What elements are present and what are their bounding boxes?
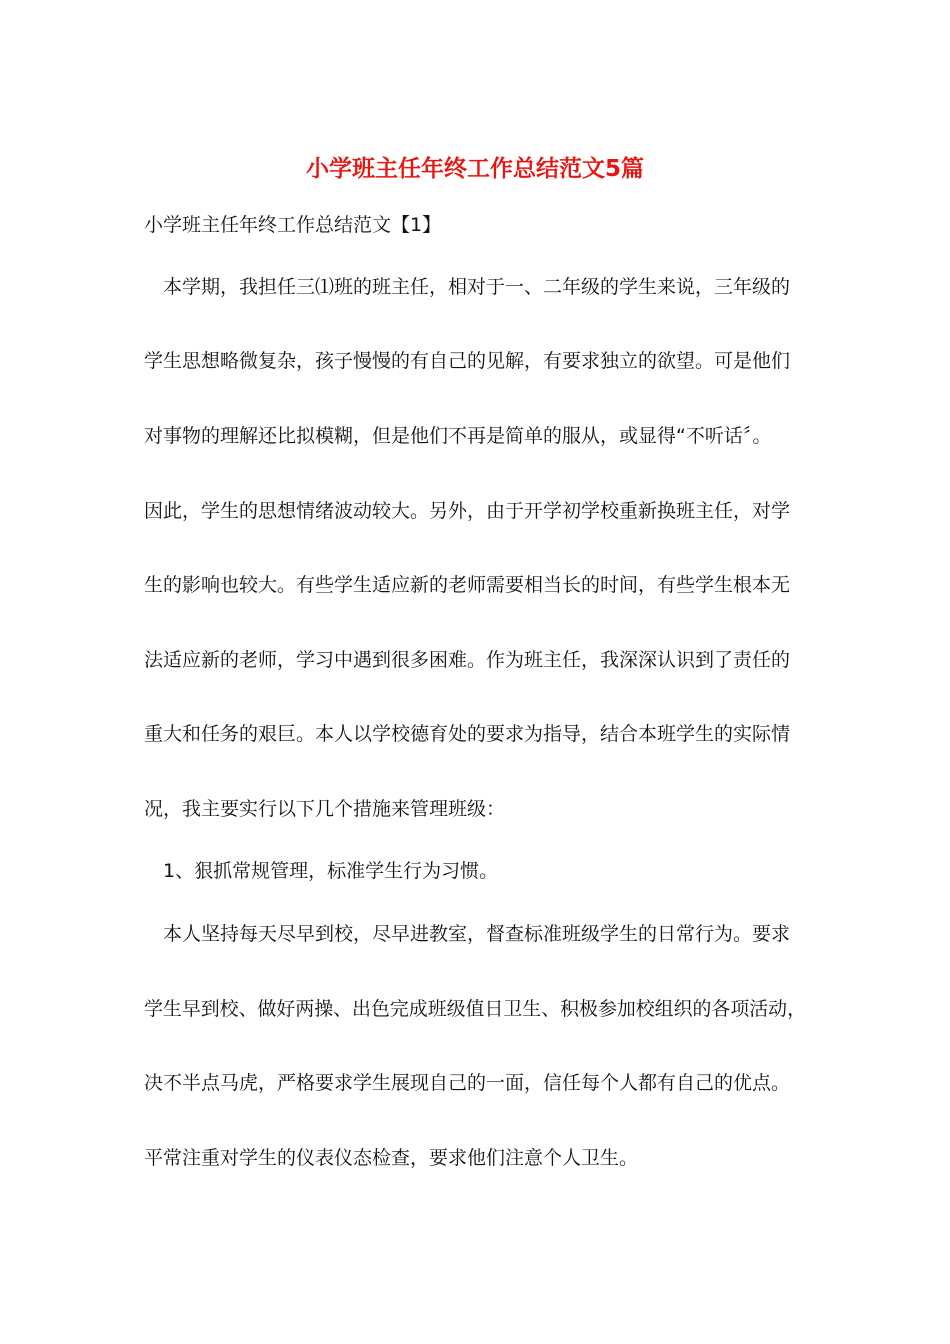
body-line-6: 法适应新的老师，学习中遇到很多困难。作为班主任，我深深认识到了责任的 [144,649,791,671]
body-line-7: 重大和任务的艰巨。本人以学校德育处的要求为指导，结合本班学生的实际情 [144,723,791,745]
body-line-5: 生的影响也较大。有些学生适应新的老师需要相当长的时间，有些学生根本无 [144,574,791,596]
list-item-1: 1、狠抓常规管理，标准学生行为习惯。 [144,860,499,882]
section-heading: 小学班主任年终工作总结范文【1】 [144,214,442,236]
body-line-11: 决不半点马虎，严格要求学生展现自己的一面，信任每个人都有自己的优点。 [144,1072,791,1094]
body-line-9: 本人坚持每天尽早到校，尽早进教室，督查标准班级学生的日常行为。要求 [144,923,791,945]
body-line-1: 本学期，我担任三⑴班的班主任，相对于一、二年级的学生来说，三年级的 [144,276,791,298]
body-line-12: 平常注重对学生的仪表仪态检查，要求他们注意个人卫生。 [144,1147,639,1169]
body-line-3: 对事物的理解还比拟模糊，但是他们不再是简单的服从，或显得“不听话〞。 [144,425,772,447]
body-line-10: 学生早到校、做好两操、出色完成班级值日卫生、积极参加校组织的各项活动， [144,998,807,1020]
body-line-8: 况，我主要实行以下几个措施来管理班级： [144,798,506,820]
document-title: 小学班主任年终工作总结范文5篇 [305,156,644,182]
body-line-2: 学生思想略微复杂，孩子慢慢的有自己的见解，有要求独立的欲望。可是他们 [144,350,791,372]
body-line-4: 因此，学生的思想情绪波动较大。另外，由于开学初学校重新换班主任，对学 [144,500,791,522]
